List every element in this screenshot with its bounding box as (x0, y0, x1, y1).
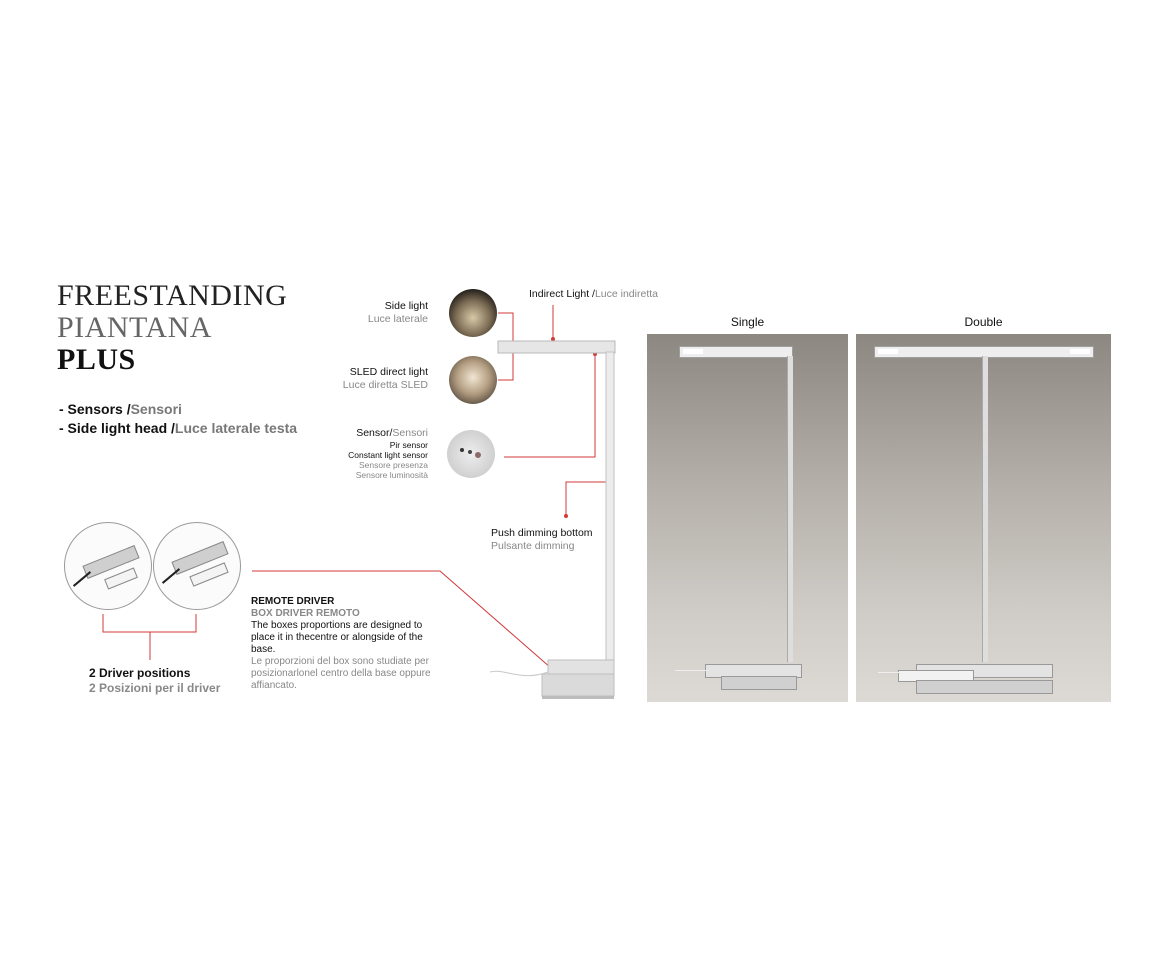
driver-position-side-image (153, 522, 241, 610)
sled-callout (300, 366, 428, 392)
variant-single-caption: Single (730, 315, 765, 329)
indirect-light-alt: Luce indiretta (594, 288, 658, 300)
side-light-alt: Luce laterale (367, 313, 428, 325)
push-dimming-label: Push dimming bottom (491, 527, 593, 539)
driver-position-centre-image (64, 522, 152, 610)
feature-sensors-label: - Sensors (59, 401, 123, 417)
sensor-label-alt: Sensori (392, 427, 428, 439)
sensor-item-luminosity: Sensore luminosità (355, 470, 428, 480)
remote-driver-text-en: The boxes proportions are designed to place it in thecentre or alongside of the base. (251, 620, 423, 655)
sensor-label: Sensor/ (356, 427, 393, 439)
sensor-item-constant: Constant light sensor (348, 450, 428, 460)
remote-driver-text-it: Le proporzioni del box sono studiate per posizionarlonel centro della base oppure affiancato. (251, 656, 431, 691)
remote-driver-block (251, 596, 446, 692)
variant-double-photo (856, 334, 1111, 702)
feature-sensors-sep: / (126, 401, 131, 417)
variant-double-caption: Double (964, 315, 1003, 329)
push-dimming-callout (491, 527, 593, 553)
feature-sensors-alt: Sensori (130, 401, 182, 417)
driver-positions-alt: 2 Posizioni per il driver (89, 681, 221, 695)
title-line-1: FREESTANDING (57, 279, 288, 312)
push-dimming-alt: Pulsante dimming (491, 540, 575, 552)
remote-driver-subtitle: BOX DRIVER REMOTO (251, 608, 360, 619)
sled-label: SLED direct light (349, 366, 428, 378)
driver-positions-label: 2 Driver positions (89, 666, 191, 680)
feature-side-light-alt: Luce laterale testa (174, 420, 298, 436)
driver-positions-caption (89, 666, 220, 696)
sensor-detail-image (447, 430, 495, 478)
side-light-detail-image (449, 289, 497, 337)
indirect-light-label: Indirect Light / (529, 288, 595, 300)
feature-side-light-label: - Side light head (59, 420, 168, 436)
side-light-label: Side light (384, 300, 428, 312)
indirect-light-callout (529, 288, 658, 301)
lamp-illustration (490, 341, 615, 699)
title-line-3: PLUS (57, 343, 136, 376)
feature-side-light-sep: / (171, 420, 175, 436)
sled-detail-image (449, 356, 497, 404)
sensor-callout (300, 427, 428, 480)
variant-single-photo (647, 334, 848, 702)
title-line-2: PIANTANA (57, 311, 212, 344)
sensor-item-presence: Sensore presenza (359, 460, 428, 470)
sensor-item-pir: Pir sensor (389, 440, 428, 450)
side-light-callout (320, 300, 428, 326)
sled-alt: Luce diretta SLED (342, 379, 428, 391)
remote-driver-title: REMOTE DRIVER (251, 596, 335, 607)
